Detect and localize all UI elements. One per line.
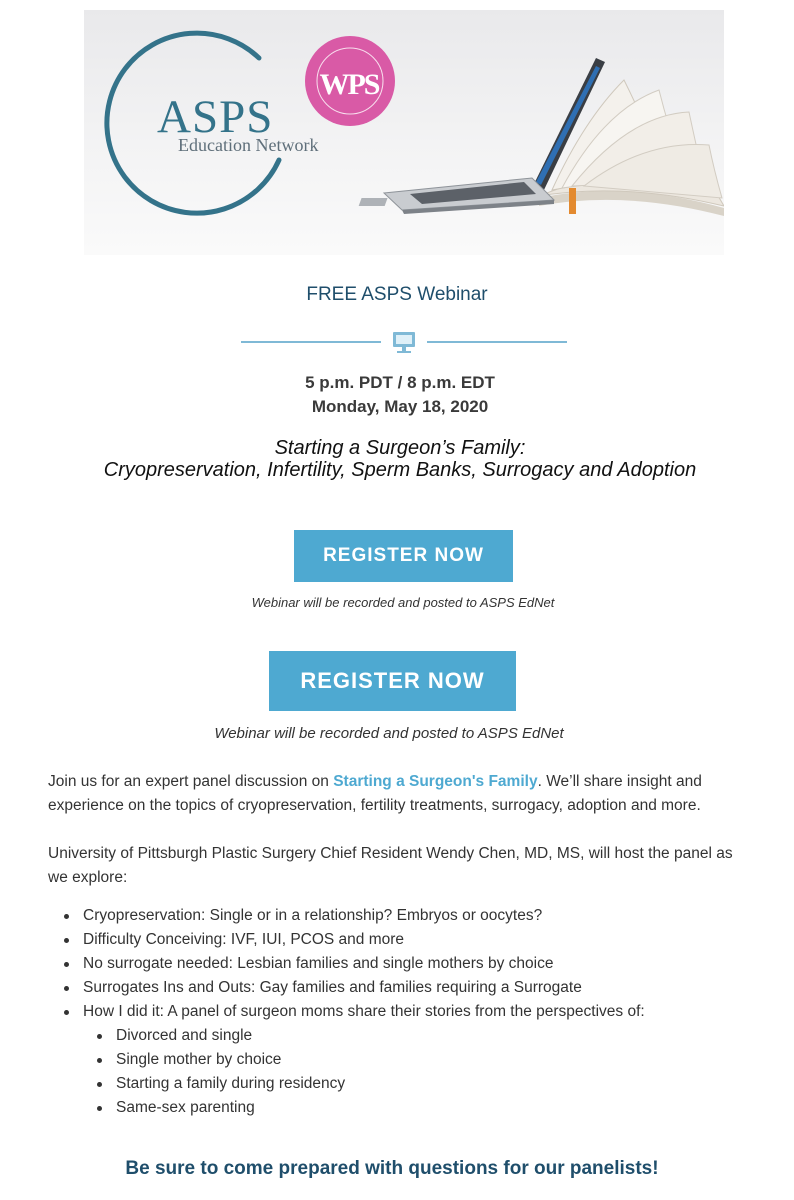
section-divider (241, 329, 567, 357)
host-paragraph: University of Pittsburgh Plastic Surgery Chief Resident Wendy Chen, MD, MS, will host the panel as we explore: (48, 845, 733, 886)
list-item (83, 1000, 783, 1120)
webinar-subtitle: Cryopreservation, Infertility, Sperm Banks, Surrogacy and Adoption (103, 459, 697, 481)
register-now-button[interactable]: REGISTER NOW (294, 530, 513, 582)
list-item-text: How I did it: A panel of surgeon moms share their stories from the perspectives of: (83, 1003, 645, 1020)
sub-topics-list (83, 1024, 783, 1120)
event-date: Monday, May 18, 2020 (311, 397, 489, 416)
list-item: No surrogate needed: Lesbian families and single mothers by choice (83, 952, 783, 976)
book-illustration (539, 80, 724, 216)
webinar-label: FREE ASPS Webinar (306, 284, 488, 305)
sub-list-item: Starting a family during residency (116, 1072, 783, 1096)
bookmark-ribbon (569, 188, 576, 214)
list-item: Difficulty Conceiving: IVF, IUI, PCOS and more (83, 928, 783, 952)
intro-text: Join us for an expert panel discussion on (48, 773, 334, 790)
asps-logo-subtitle: Education Network (178, 135, 319, 155)
recording-note: Webinar will be recorded and posted to ASPS EdNet (251, 595, 555, 610)
event-time: 5 p.m. PDT / 8 p.m. EDT (305, 373, 495, 392)
webinar-title: Starting a Surgeon’s Family: (274, 437, 526, 459)
wps-badge-text: WPS (319, 68, 379, 101)
monitor-icon (393, 332, 415, 353)
list-item: Cryopreservation: Single or in a relationship? Embryos or oocytes? (83, 904, 783, 928)
recording-note-secondary: Webinar will be recorded and posted to ASPS EdNet (214, 725, 564, 742)
sub-list-item: Divorced and single (116, 1024, 783, 1048)
list-item: Surrogates Ins and Outs: Gay families and families requiring a Surrogate (83, 976, 783, 1000)
closing-callout: Be sure to come prepared with questions for our panelists! (125, 1158, 659, 1179)
asps-logo-text: ASPS (157, 91, 274, 143)
header-banner (84, 10, 724, 255)
register-now-button-secondary[interactable]: REGISTER NOW (269, 651, 516, 711)
intro-text-continued: . We’ll share insight and experience on the topics of cryopreservation, fertility treatments, surrogacy, adoption and more. (48, 773, 702, 814)
sub-list-item: Single mother by choice (116, 1048, 783, 1072)
starting-a-surgeons-family-link[interactable]: Starting a Surgeon's Family (333, 773, 538, 790)
topics-list (48, 904, 783, 1120)
intro-paragraph (48, 770, 748, 818)
sub-list-item: Same-sex parenting (116, 1096, 783, 1120)
